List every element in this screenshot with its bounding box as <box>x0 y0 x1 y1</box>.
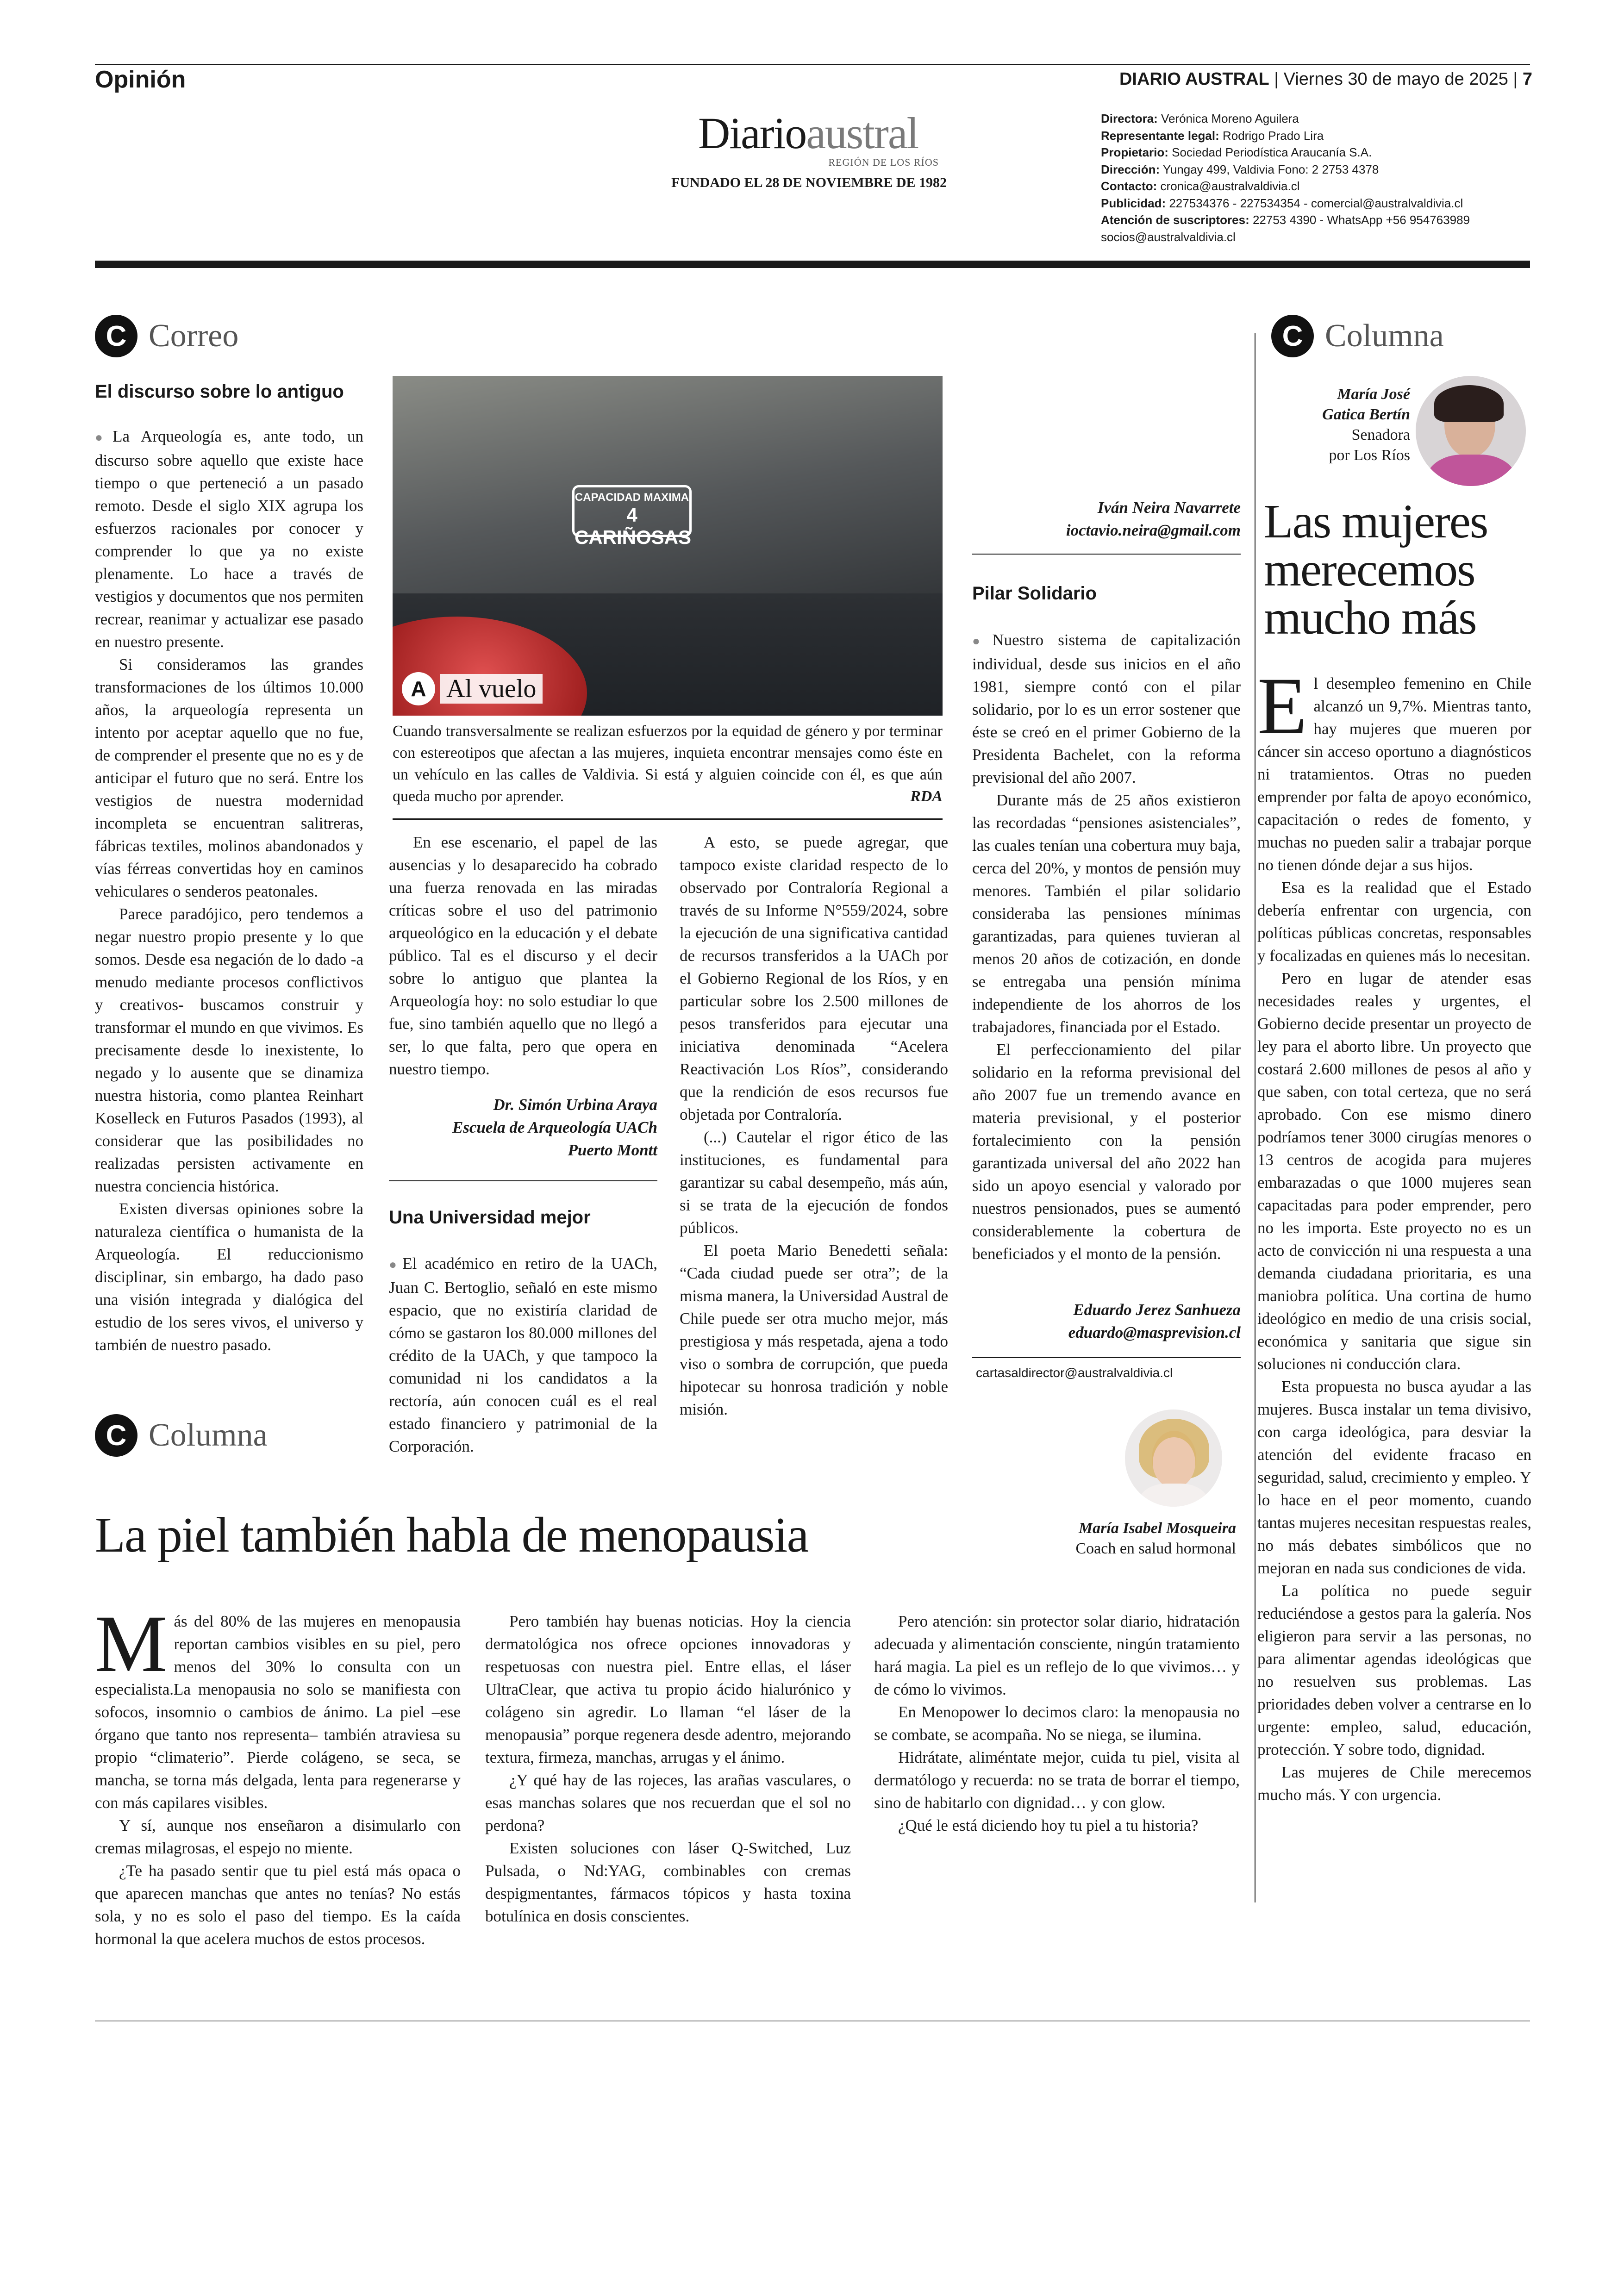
masthead-value: socios@australvaldivia.cl <box>1101 230 1236 244</box>
letter-divider <box>389 1180 657 1181</box>
bottom-author-name: María Isabel Mosqueira <box>1078 1520 1236 1537</box>
correo-title: Correo <box>149 318 239 354</box>
right-paragraph: l desempleo femenino en Chile alcanzó un 9,7%. Mientras tanto, hay mujeres que mueren por cáncer sin acceso oportuno a diagnósticos ni tratamientos. Otras no pueden emprender por falta de apoyo económico, capacitación o redes de fomento, y muchas no pueden salir a trabajar porque no tienen dónde dejar a sus hijos. <box>1257 674 1531 874</box>
car-window-shape <box>393 376 943 593</box>
letter2-body-col1 <box>389 1252 657 1458</box>
sticker-line1: CAPACIDAD MAXIMA <box>575 491 689 504</box>
logo-main: Diario <box>698 108 806 158</box>
signature-line: Iván Neira Navarrete <box>1097 499 1241 517</box>
letter2-body-col2 <box>680 831 948 1421</box>
contact-rule <box>972 1357 1241 1358</box>
letter1-paragraph: Parece paradójico, pero tendemos a negar nuestro propio presente y lo que somos. Desde esa negación de lo dado -a menudo mediante procesos conflictivos y creativos- buscamos construir y transformar el mundo en que vivimos. Es precisamente desde lo inexistente, lo negado y lo ausente que se dinamiza nuestra historia, como plantea Reinhart Koselleck en Futuros Pasados (1993), al considerar que las posibilidades no realizadas persisten activamente en nuestra conciencia histórica. <box>95 905 363 1195</box>
photo-caption-text: Cuando transversalmente se realizan esfuerzos por la equidad de género y por terminar con estereotipos que afectan a las mujeres, inquieta encontrar mensajes como éste en un vehículo en las calles de Valdivia. Si está y alguien coincide con él, es que aún queda mucho por aprender. <box>393 723 943 805</box>
correo-badge: C <box>95 315 137 357</box>
bottom-paragraph: En Menopower lo decimos claro: la menopausia no se combate, se acompaña. No se niega, se ilumina. <box>874 1703 1240 1744</box>
letter3-paragraph: El perfeccionamiento del pilar solidario en la reforma previsional del año 2007 fue un tremendo avance en materia previsional, y el posterior fortalecimiento con la pensión garantizada universal del año 2022 han sido un apoyo esencial y valorado por nuestros pensionados, pues se aumentó considerablemente la cobertura de beneficiados y el monto de la pensión. <box>972 1041 1241 1263</box>
letter2-paragraph: El poeta Mario Benedetti señala: “Cada ciudad puede ser otra”; de la misma manera, la Universidad Austral de Chile puede ser otra mucho mejor, más prestigiosa y más respetada, ajena a todo viso o sombra de corrupción, que pueda hipotecar su honrosa tradición y noble misión. <box>680 1241 948 1418</box>
dropcap: M <box>95 1599 168 1689</box>
right-paragraph: Esta propuesta no busca ayudar a las mujeres. Busca instalar un tema divisivo, con carga ideológica, para desviar la atención del evidente fracaso en seguridad, salud, crecimiento y empleo. Y lo hace en el peor momento, cuando tantas mujeres necesitan respuestas reales, no más debates simbólicos que no mejoran en nada sus condiciones de vida. <box>1257 1378 1531 1577</box>
paper-date <box>1119 69 1532 89</box>
letter1-signature <box>389 1093 657 1161</box>
bottom-author-block <box>972 1518 1236 1559</box>
signature-line: ioctavio.neira@gmail.com <box>1066 521 1241 539</box>
right-author-role: por Los Ríos <box>1329 447 1410 464</box>
masthead-credits <box>1101 110 1564 245</box>
photo-credit: RDA <box>910 788 943 805</box>
bottom-column-head <box>95 1414 268 1457</box>
bullet-icon <box>95 427 112 445</box>
correo-section-head <box>95 315 238 357</box>
bottom-paragraph: Hidrátate, aliméntate mejor, cuida tu piel, visita al dermatólogo y recuerda: no se trata de borrar el tiempo, sino de habitarlo con dignidad… y con glow. <box>874 1748 1240 1812</box>
signature-line: Puerto Montt <box>568 1141 657 1159</box>
letter3-body <box>972 629 1241 1265</box>
letter2-signature <box>972 496 1241 542</box>
masthead-line <box>1101 229 1564 246</box>
logo-accent: austral <box>806 108 918 158</box>
right-author-role: Senadora <box>1351 426 1410 443</box>
bullet-icon <box>972 631 992 649</box>
letter2-paragraph: (...) Cautelar el rigor ético de las instituciones, es fundamental para garantizar su cabal desempeño, más aún, si se trata de la ejecución de fondos públicos. <box>680 1128 948 1237</box>
letter3-signature <box>972 1298 1241 1344</box>
bottom-paragraph: Pero atención: sin protector solar diario, hidratación adecuada y alimentación consciente, ningún tratamiento hará magia. La piel es un reflejo de lo que vivimos… y de cómo lo vivimos. <box>874 1612 1240 1698</box>
signature-line: Eduardo Jerez Sanhueza <box>1073 1301 1241 1319</box>
right-column-body <box>1257 661 1531 1806</box>
bottom-paragraph: ¿Te ha pasado sentir que tu piel está más opaca o que aparecen manchas que antes no tenías? No estás sola, y no es solo el paso del tiempo. Es la caída hormonal la que acelera muchos de estos procesos. <box>95 1862 461 1948</box>
right-paragraph: Esa es la realidad que el Estado debería enfrentar con urgencia, con políticas públicas concretas, responsables y focalizadas en quienes más lo necesitan. <box>1257 879 1531 965</box>
right-column-title: Columna <box>1325 318 1444 354</box>
bottom-body-col3 <box>874 1610 1240 1837</box>
masthead-line <box>1101 127 1564 144</box>
bottom-body-col1 <box>95 1599 461 1950</box>
bottom-author-role: Coach en salud hormonal <box>1075 1540 1236 1557</box>
letter1-paragraph: La Arqueología es, ante todo, un discurso sobre aquello que existe hace tiempo o que perteneció a un pasado remoto. Desde el siglo XIX agrupa los esfuerzos racionales por conocer y comprender lo que ya no existe plenamente. Lo hace a través de vestigios y documentos que nos permiten recrear, reanimar y actualizar ese pasado en nuestro presente. <box>95 427 363 651</box>
masthead-label: Dirección: <box>1101 162 1160 176</box>
masthead-label: Publicidad: <box>1101 196 1166 210</box>
bottom-paragraph: ¿Qué le está diciendo hoy tu piel a tu historia? <box>898 1816 1199 1834</box>
masthead-label: Propietario: <box>1101 145 1168 159</box>
letter1-paragraph: Existen diversas opiniones sobre la naturaleza científica o humanista de la Arqueología. El reduccionismo disciplinar, sin embargo, ha dado paso una visión integrada y dialógica del estudio de los seres vivos, el universo y también de nuestro pasado. <box>95 1200 363 1354</box>
letter1-paragraph: Si consideramos las grandes transformaciones de los últimos 10.000 años, la arqueología representa un intento por aceptar aquello que no fue, de comprender el presente que no es y de anticipar el futuro que no será. Entre los vestigios de nuestra modernidad incompleta se encuentran salitreras, fábricas textiles, molinos abandonados y vías férreas convertidas hoy en caminos vehiculares o senderos peatonales. <box>95 655 363 900</box>
masthead-label: Representante legal: <box>1101 128 1219 143</box>
right-headline-line: merecemos <box>1264 543 1475 596</box>
issue-date: | Viernes 30 de mayo de 2025 | <box>1274 69 1518 89</box>
masthead-line <box>1101 212 1564 229</box>
logo-region: REGIÓN DE LOS RÍOS <box>828 156 939 168</box>
bottom-author-avatar <box>1125 1409 1222 1507</box>
signature-line: Dr. Simón Urbina Araya <box>493 1096 657 1114</box>
photo-caption <box>393 720 943 807</box>
car-sticker <box>572 485 692 548</box>
right-author-block <box>1271 384 1410 466</box>
bottom-paragraph: ás del 80% de las mujeres en menopausia reportan cambios visibles en su piel, pero menos del 30% lo consulta con un especialista.La menopausia no solo se manifiesta con sofocos, insomnio o cambios de ánimo. La piel –ese órgano que tanto nos representa– también atraviesa su propio “climaterio”. Pierde colágeno, se seca, se mancha, se torna más delgada, lenta para regenerarse y con más capilares visibles. <box>95 1612 461 1812</box>
masthead-value: Verónica Moreno Aguilera <box>1157 112 1299 125</box>
right-headline-line: Las mujeres <box>1264 495 1488 548</box>
letter3-heading: Pilar Solidario <box>972 583 1097 604</box>
right-author-name: Gatica Bertín <box>1322 406 1410 423</box>
right-headline-line: mucho más <box>1264 591 1476 644</box>
right-paragraph: Las mujeres de Chile merecemos mucho más. Y con urgencia. <box>1257 1763 1531 1804</box>
masthead-label: Directora: <box>1101 112 1158 125</box>
letter2-paragraph: A esto, se puede agregar, que tampoco existe claridad respecto de lo observado por Contraloría Regional a través de su Informe N°559/2024, sobre la ejecución de una significativa cantidad de recursos transferidos a la UACh por el Gobierno Regional de los Ríos, y en particular sobre los 2.500 millones de pesos transferidos para ejecutar una iniciativa denominada “Acelera Reactivación Los Ríos”, considerando que la rendición de esos recursos fue objetada por Contraloría. <box>680 833 948 1123</box>
section-label: Opinión <box>95 66 186 93</box>
masthead-value: 227534376 - 227534354 - comercial@australvaldivia.cl <box>1166 196 1463 210</box>
al-vuelo-badge: A <box>402 672 435 705</box>
right-author-avatar <box>1416 376 1526 486</box>
masthead-value: Sociedad Periodística Araucanía S.A. <box>1168 145 1372 159</box>
page-number: 7 <box>1522 69 1532 89</box>
letter2-paragraph: El académico en retiro de la UACh, Juan C. Bertoglio, señaló en este mismo espacio, que no existiría claridad de cómo se gastaron los 80.000 millones del crédito de la UACh, y que tampoco la comunidad ni los candidatos a la rectoría, aún conocen cuál es el real estado financiero y patrimonial de la Corporación. <box>389 1254 657 1455</box>
masthead-value: Rodrigo Prado Lira <box>1219 128 1324 143</box>
bottom-headline: La piel también habla de menopausia <box>95 1508 808 1563</box>
masthead-label: Atención de suscriptores: <box>1101 213 1249 227</box>
bottom-paragraph: Pero también hay buenas noticias. Hoy la ciencia dermatológica nos ofrece opciones innovadoras y respetuosas con nuestra piel. Entre ellas, el láser UltraClear, que activa tu propio ácido hialurónico y colágeno sin agredir. Lo llaman “el láser de la menopausia” porque regenera desde adentro, mejorando textura, firmeza, manchas, arrugas y el ánimo. <box>485 1612 851 1766</box>
header-top-rule <box>95 64 1530 65</box>
bottom-body-col2 <box>485 1610 851 1927</box>
right-paragraph: Pero en lugar de atender esas necesidades reales y urgentes, el Gobierno decide presentar un proyecto de ley para el aborto libre. Un proyecto que costará 2.600 millones de pesos al año y que saben, con total certeza, que no será aprobado. Con ese mismo dinero podríamos tener 3000 cirugías menores o 13 centros de acogida para mujeres embarazadas o que 1000 mujeres sean capacitadas para poder emprender, pero no les importa. Este proyecto no es un acto de convicción ni una respuesta a una demanda ciudadana prioritaria, es una maniobra política. Una cortina de humo ideológico en medio de una crisis social, económica y sanitaria que sigue sin soluciones ni conducción clara. <box>1257 969 1531 1373</box>
masthead-line <box>1101 195 1564 212</box>
letter-divider <box>972 554 1241 555</box>
caption-rule <box>393 818 943 820</box>
letter1-body-col2 <box>389 831 657 1080</box>
founded-line: FUNDADO EL 28 DE NOVIEMBRE DE 1982 <box>671 175 947 190</box>
masthead-line <box>1101 144 1564 161</box>
masthead-line <box>1101 178 1564 195</box>
bottom-paragraph: Existen soluciones con láser Q-Switched, Luz Pulsada, o Nd:YAG, combinables con cremas despigmentantes, fármacos tópicos y hasta toxina botulínica en dosis conscientes. <box>485 1839 851 1925</box>
bottom-paragraph: ¿Y qué hay de las rojeces, las arañas vasculares, o esas manchas solares que nos recuerdan que el sol no perdona? <box>485 1771 851 1834</box>
letter2-heading: Una Universidad mejor <box>389 1207 591 1228</box>
masthead-label: Contacto: <box>1101 179 1157 193</box>
masthead-value: Yungay 499, Valdivia Fono: 2 2753 4378 <box>1160 162 1379 176</box>
letter3-paragraph: Durante más de 25 años existieron las recordadas “pensiones asistenciales”, las cuales tenían una cobertura muy baja, cerca del 20%, y montos de pensión muy menores. También el pilar solidario consideraba las pensiones mínimas garantizadas, para quienes tuvieran al menos 20 años de cotización, en donde se entregaba una pensión mínima independiente de los ahorros de los trabajadores, financiada por el Estado. <box>972 791 1241 1036</box>
al-vuelo-tag <box>402 672 543 705</box>
al-vuelo-label: Al vuelo <box>440 674 543 704</box>
paper-name: DIARIO AUSTRAL <box>1119 69 1269 89</box>
sticker-line2: 4 CARIÑOSAS <box>575 504 692 548</box>
bottom-paragraph: Y sí, aunque nos enseñaron a disimularlo con cremas milagrosas, el espejo no miente. <box>95 1816 461 1857</box>
signature-line: Escuela de Arqueología UACh <box>452 1118 657 1136</box>
letter1-heading: El discurso sobre lo antiguo <box>95 381 344 402</box>
letter1-body-col1 <box>95 425 363 1356</box>
right-column-badge: C <box>1271 315 1314 357</box>
right-column-head <box>1271 315 1444 357</box>
letters-contact-email[interactable]: cartasaldirector@australvaldivia.cl <box>976 1366 1173 1380</box>
masthead-line <box>1101 161 1564 178</box>
letter3-paragraph: Nuestro sistema de capitalización individual, desde sus inicios en el año 1981, siempre contó con el pilar solidario, por lo es un error sostener que éste se creó en el primer Gobierno de la Presidenta Bachelet, con la reforma previsional del año 2007. <box>972 631 1241 786</box>
masthead-value: 22753 4390 - WhatsApp +56 954763989 <box>1249 213 1470 227</box>
signature-line: eduardo@masprevision.cl <box>1068 1323 1241 1341</box>
right-paragraph: La política no puede seguir reduciéndose a gestos para la galería. Nos eligieron para servir a las personas, no para alimentar agendas ideológicas que no resuelven sus problemas. Las prioridades deben volver a centrarse en lo urgente: empleo, salud, educación, protección. Y sobre todo, dignidad. <box>1257 1582 1531 1759</box>
al-vuelo-photo <box>393 376 943 716</box>
masthead-value: cronica@australvaldivia.cl <box>1157 179 1300 193</box>
letter1-paragraph: En ese escenario, el papel de las ausencias y lo desaparecido ha cobrado una fuerza renovada en las miradas críticas sobre el uso del patrimonio arqueológico en la educación y el debate público. Tal es el discurso y el decir sobre lo antiguo que plantea la Arqueología hoy: no solo estudiar lo que fue, sino también aquello que no llegó a ser, lo que falta, pero que opera en nuestro tiempo. <box>389 833 657 1078</box>
bullet-icon <box>389 1254 402 1272</box>
newspaper-logo <box>698 108 939 168</box>
dropcap: E <box>1257 661 1307 751</box>
right-author-name: María José <box>1337 386 1410 403</box>
header-bottom-rule <box>95 261 1530 268</box>
masthead-line <box>1101 110 1564 127</box>
bottom-column-title: Columna <box>149 1417 268 1453</box>
right-headline <box>1264 495 1523 644</box>
bottom-column-badge: C <box>95 1414 137 1457</box>
